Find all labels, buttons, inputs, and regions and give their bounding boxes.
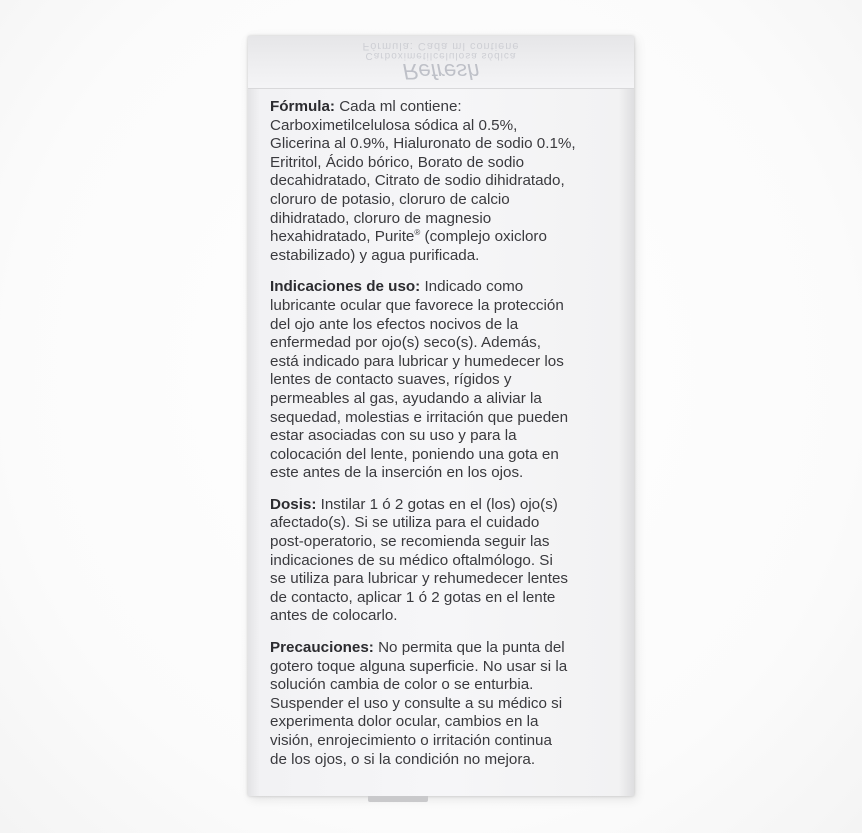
precauciones-line: gotero toque alguna superficie. No usar si la [270, 657, 568, 675]
formula-line: cloruro de potasio, cloruro de calcio [270, 190, 510, 208]
box-top-flap [248, 36, 634, 89]
precauciones-line: Suspender el uso y consulte a su médico si [270, 694, 563, 712]
formula-intro: Cada ml contiene: [334, 98, 462, 115]
dosis-line: se utiliza para lubricar y rehumedecer lentes [270, 570, 568, 588]
formula-line-purite [270, 228, 622, 247]
precauciones-intro: No permita que la punta del [373, 639, 565, 657]
indicaciones-line: lubricante ocular que favorece la protección [270, 296, 564, 314]
formula-heading: Fórmula: [270, 98, 335, 115]
dosis-line: de contacto, aplicar 1 ó 2 gotas en el lente [270, 588, 556, 606]
indicaciones-line: lentes de contacto suaves, rígidos y [270, 371, 512, 389]
label-text-panel [270, 98, 622, 782]
formula-first-line [270, 98, 622, 117]
mirrored-brand-logo: Refresh [402, 59, 480, 84]
precauciones-heading: Precauciones: [270, 639, 374, 657]
mirrored-text-line-2: Carboximetilcelulosa sódica [365, 50, 517, 61]
dosis-first-line [270, 496, 622, 515]
formula-purite-suffix: (complejo oxicloro [420, 228, 547, 246]
formula-line: dihidratado, cloruro de magnesio [270, 209, 492, 227]
product-box [248, 36, 634, 796]
dosis-heading: Dosis: [270, 495, 317, 513]
dosis-line: post-operatorio, se recomienda seguir las [270, 533, 550, 551]
indicaciones-line: del ojo ante los efectos nocivos de la [270, 315, 519, 333]
indicaciones-line: está indicado para lubricar y humedecer los [270, 352, 564, 370]
formula-section [270, 98, 622, 265]
precauciones-line: experimenta dolor ocular, cambios en la [270, 713, 539, 731]
formula-purite-text: hexahidratado, Purite [270, 228, 415, 246]
indicaciones-intro: Indicado como [420, 278, 524, 296]
dosis-intro: Instilar 1 ó 2 gotas en el (los) ojo(s) [316, 495, 558, 513]
indicaciones-line: sequedad, molestias e irritación que pueden [270, 408, 569, 426]
indicaciones-line: este antes de la inserción en los ojos. [270, 464, 524, 482]
precauciones-section [270, 639, 622, 769]
precauciones-line: de los ojos, o si la condición no mejora. [270, 750, 536, 768]
formula-line: estabilizado) y agua purificada. [270, 246, 480, 264]
formula-line: Eritritol, Ácido bórico, Borato de sodio [270, 153, 525, 171]
dosis-line: antes de colocarlo. [270, 607, 398, 625]
dosis-line: afectado(s). Si se utiliza para el cuidado [270, 514, 540, 532]
precauciones-first-line [270, 639, 622, 658]
indicaciones-line: permeables al gas, ayudando a aliviar la [270, 389, 542, 407]
dosis-section [270, 496, 622, 626]
formula-line: Glicerina al 0.9%, Hialuronato de sodio 0.1%, [270, 135, 576, 153]
formula-line: Carboximetilcelulosa sódica al 0.5%, [270, 116, 518, 134]
indicaciones-line: estar asociadas con su uso y para la [270, 427, 517, 445]
formula-line: decahidratado, Citrato de sodio dihidratado, [270, 172, 565, 190]
registered-mark: ® [414, 228, 421, 238]
indicaciones-heading: Indicaciones de uso: [270, 278, 421, 296]
indicaciones-line: colocación del lente, poniendo una gota en [270, 445, 559, 463]
indicaciones-line: enfermedad por ojo(s) seco(s). Además, [270, 334, 541, 352]
precauciones-line: solución cambia de color o se enturbia. [270, 676, 534, 694]
precauciones-line: visión, enrojecimiento o irritación continua [270, 732, 552, 749]
dosis-line: indicaciones de su médico oftalmólogo. Si [270, 551, 553, 569]
indicaciones-section [270, 278, 622, 483]
indicaciones-first-line [270, 278, 622, 297]
box-bottom-edge [368, 796, 428, 802]
mirrored-text-line-1: Fórmula: Cada ml contiene [362, 40, 520, 52]
